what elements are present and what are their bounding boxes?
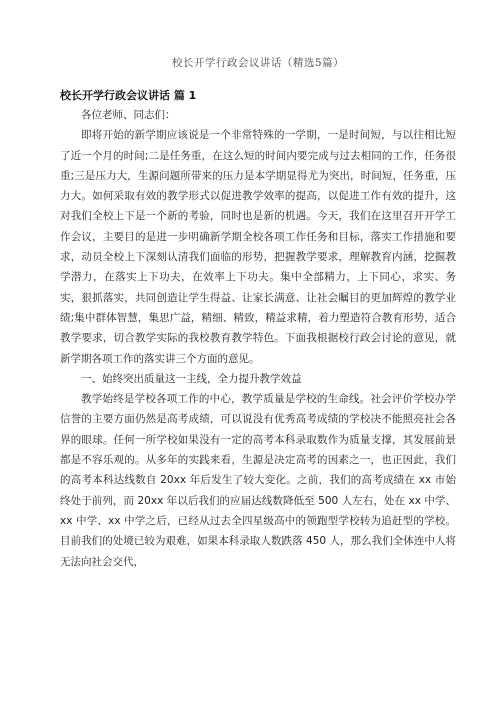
document-title: 校长开学行政会议讲话（精选5篇） — [171, 57, 345, 69]
section-heading: 校长开学行政会议讲话 篇 1 — [60, 89, 197, 102]
body-paragraph: 即将开始的新学期应该说是一个非常特殊的一学期，一是时间短，与以往相比短了近一个月的时间;二是任务重，在这么短的时间内要完成与过去相同的工作，任务很重;三是压力大，生源问题所带来的压力是本学期显得尤为突出，时间短，任务重，压力大。如何采取有效的教学形式以促进教学效率的提高，以促进工作有效的提升，这对我们全校上下是一个新的考验，同时也是新的机遇。今天，我们在这里召开开学工作会议，主要目的是进一步明确新学期全校各项工作任务和目标，落实工作措施和要求，动员全校上下深刻认清我们面临的形势，把握教学要求，理解教育内涵，挖掘教学潜力，在落实上下功夫，在效率上下功夫。集中全部精力，上下同心，求实、务实，狠抓落实，共同创造让学生得益、让家长满意、让社会瞩目的更加辉煌的教学业绩;集中群体智慧，集思广益，精细、精致，精益求精，着力塑造符合教育形势，适合教学要求，切合教学实际的我校教育教学特色。下面我根据校行政会讨论的意见，就新学期各项工作的落实讲三个方面的意见。 — [60, 129, 456, 365]
body-paragraph: 教学始终是学校各项工作的中心，教学质量是学校的生命线。社会评价学校办学信誉的主要方面仍然是高考成绩，可以说没有优秀高考成绩的学校决不能照亮社会各界的眼球。任何一所学校如果没有一定的高考本科录取数作为质量支撑，其发展前景都是不容乐观的。从多年的实践来看，生源是决定高考的因素之一，也正因此，我们的高考本科达线数自 20xx 年后发生了较大变化。之前，我们的高考成绩在 xx 市始终处于前列，而 20xx 年以后我们的应届达线数降低至 500 人左右，处在 xx 中学、xx 中学、xx 中学之后，已经从过去全四星级高中的领跑型学校转为追赶型的学校。目前我们的处境已较为艰难，如果本科录取人数跌落 450 人，那么我们全体连中人将无法向社会交代， — [60, 393, 456, 568]
greeting-line: 各位老师、同志们： — [81, 109, 176, 121]
subsection-heading: 一、始终突出质量这一主线，全力提升教学效益 — [81, 372, 302, 385]
